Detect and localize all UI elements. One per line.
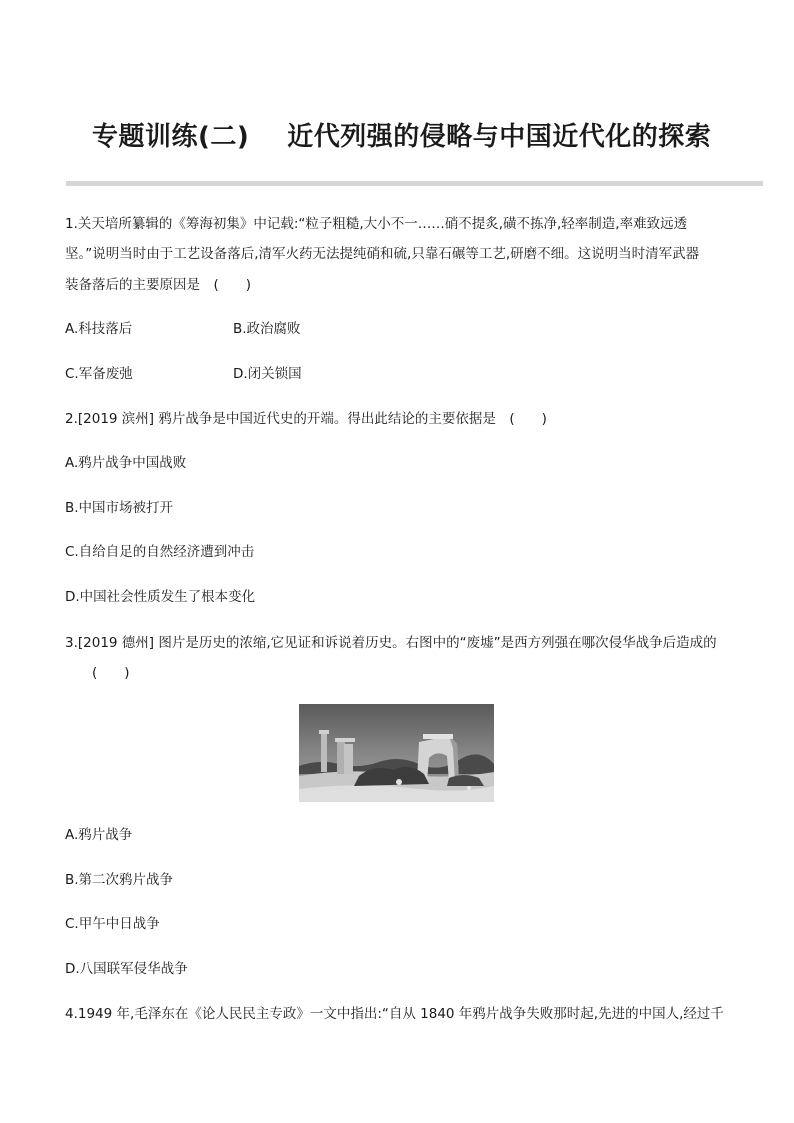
q3-stem: 3.[2019 德州] 图片是历史的浓缩,它见证和诉说着历史。右图中的“废墟”是西方列强在哪次侵华战争后造成的	[65, 635, 717, 651]
q2-option-c: C.自给自足的自然经济遭到冲击	[65, 544, 255, 560]
q3-answer-paren: ( )	[92, 665, 130, 681]
q2-option-a: A.鸦片战争中国战败	[65, 455, 187, 471]
ruins-photo-image	[299, 704, 494, 802]
q2-stem: 2.[2019 滨州] 鸦片战争是中国近代史的开端。得出此结论的主要依据是 ( )	[65, 411, 547, 427]
q1-option-a: A.科技落后	[65, 321, 133, 337]
title-topic: 近代列强的侵略与中国近代化的探索	[287, 122, 712, 152]
q1-option-d: D.闭关锁国	[233, 366, 302, 382]
q3-option-d: D.八国联军侵华战争	[65, 961, 188, 977]
q1-line3: 装备落后的主要原因是 ( )	[65, 277, 252, 293]
title-divider	[66, 181, 763, 186]
q3-option-b: B.第二次鸦片战争	[65, 872, 174, 888]
q4-line1: 4.1949 年,毛泽东在《论人民民主专政》一文中指出:“自从 1840 年鸦片战争失败那时起,先进的中国人,经过千	[65, 1006, 724, 1022]
q3-option-c: C.甲午中日战争	[65, 916, 160, 932]
q2-option-d: D.中国社会性质发生了根本变化	[65, 589, 256, 605]
q1-line1: 1.关天培所纂辑的《筹海初集》中记载:“粒子粗糙,大小不一……硝不提炙,磺不拣净,轻率制造,率难致远透	[65, 216, 688, 232]
q1-option-c: C.军备废弛	[65, 366, 133, 382]
q2-option-b: B.中国市场被打开	[65, 500, 174, 516]
q1-line2: 坚。”说明当时由于工艺设备落后,清军火药无法提纯硝和硫,只靠石碾等工艺,研磨不细。这说明当时清军武器	[65, 246, 700, 262]
q1-option-b: B.政治腐败	[233, 321, 301, 337]
page-title	[92, 116, 711, 153]
q3-option-a: A.鸦片战争	[65, 827, 133, 843]
title-series: 专题训练(二)	[92, 122, 250, 152]
ruins-photo	[299, 704, 494, 802]
